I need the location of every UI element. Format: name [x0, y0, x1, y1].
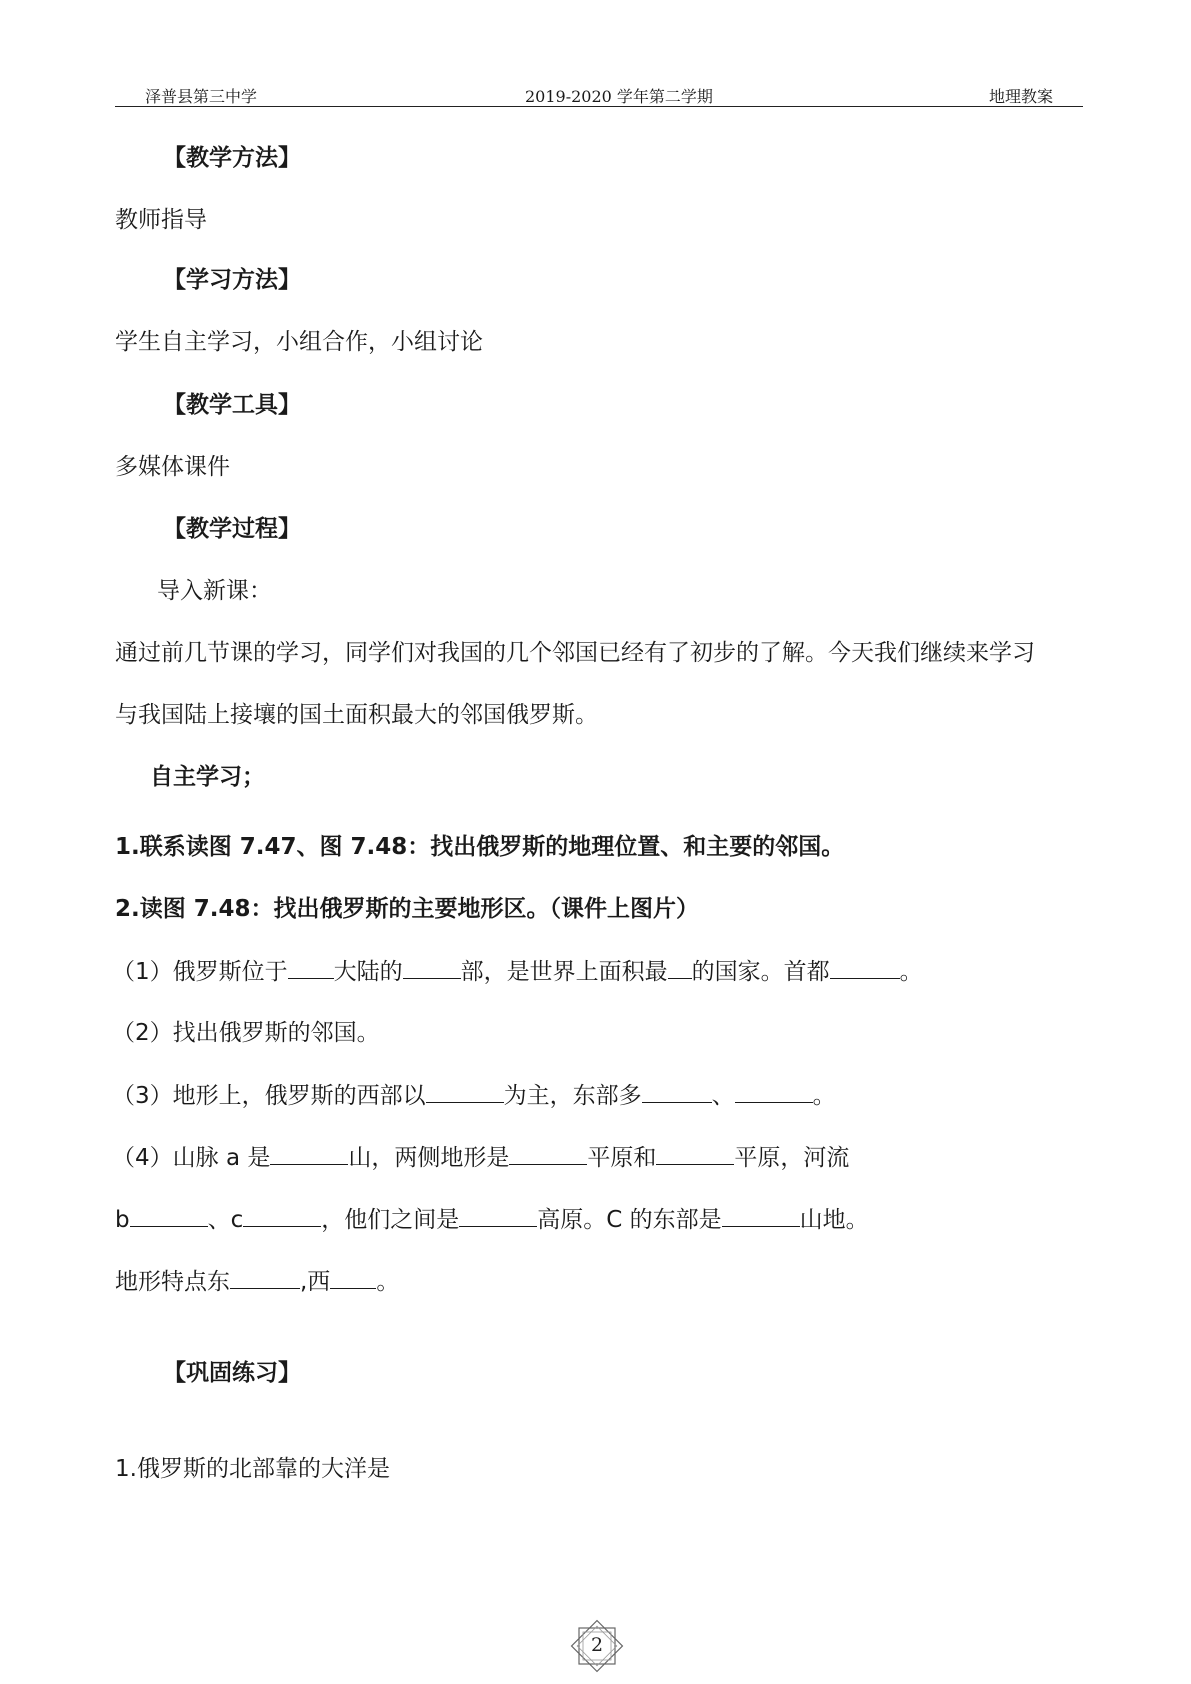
q1-text-4: 的国家。首都: [691, 959, 830, 985]
q4-text-4: 平原，河流: [734, 1145, 850, 1171]
q3-text-2: 为主，东部多: [503, 1083, 642, 1109]
question-4: [112, 1142, 849, 1173]
q4-text-2: 山，两侧地形是: [348, 1145, 510, 1171]
fill-blank: [426, 1080, 504, 1103]
terrain-features: [115, 1266, 399, 1297]
q4c-text-1: 地形特点东: [115, 1269, 230, 1295]
section-title-teaching-method: 【教学方法】: [163, 145, 301, 171]
fill-blank: [656, 1142, 734, 1165]
question-2: （2）找出俄罗斯的邻国。: [112, 1020, 380, 1046]
self-study-heading: 自主学习；: [150, 764, 265, 790]
question-1: [112, 956, 923, 987]
fill-blank: [642, 1080, 712, 1103]
fill-blank: [230, 1266, 300, 1289]
fill-blank: [130, 1204, 208, 1227]
fill-blank: [509, 1142, 587, 1165]
q3-text-4: 。: [812, 1083, 836, 1109]
q4c-text-2: ,西: [300, 1269, 331, 1295]
q1-text-5: 。: [899, 959, 923, 985]
intro-paragraph-line-1: 通过前几节课的学习，同学们对我国的几个邻国已经有了初步的了解。今天我们继续来学习: [115, 640, 1035, 666]
fill-blank: [330, 1266, 376, 1289]
fill-blank: [288, 956, 334, 979]
page-number: 2: [590, 1634, 604, 1656]
teaching-method-text: 教师指导: [115, 207, 207, 233]
fill-blank: [668, 956, 692, 979]
fill-blank: [243, 1204, 321, 1227]
fill-blank: [459, 1204, 537, 1227]
task-1: 1.联系读图 7.47、图 7.48：找出俄罗斯的地理位置、和主要的邻国。: [115, 834, 845, 860]
header-school: 泽普县第三中学: [145, 87, 258, 106]
q4c-text-3: 。: [376, 1269, 400, 1295]
q3-text-1: （3）地形上，俄罗斯的西部以: [112, 1083, 426, 1109]
section-title-learning-method: 【学习方法】: [163, 267, 301, 293]
learning-method-text: 学生自主学习，小组合作，小组讨论: [115, 329, 483, 355]
section-title-teaching-process: 【教学过程】: [163, 516, 301, 542]
q1-text-1: （1）俄罗斯位于: [112, 959, 288, 985]
q4b-text-5: 山地。: [799, 1207, 869, 1233]
teaching-tools-text: 多媒体课件: [115, 454, 230, 480]
header-term: 2019-2020 学年第二学期: [525, 87, 713, 106]
q4-text-1: （4）山脉 a 是: [112, 1145, 271, 1171]
q4-text-3: 平原和: [587, 1145, 657, 1171]
question-4-continued: [115, 1204, 869, 1235]
section-title-teaching-tools: 【教学工具】: [163, 392, 301, 418]
fill-blank: [270, 1142, 348, 1165]
q4b-text-1: b: [115, 1207, 130, 1233]
q3-text-3: 、: [711, 1083, 735, 1109]
q4b-text-3: ，他们之间是: [321, 1207, 460, 1233]
intro-paragraph-line-2: 与我国陆上接壤的国土面积最大的邻国俄罗斯。: [115, 702, 598, 728]
exercise-1: 1.俄罗斯的北部靠的大洋是: [115, 1456, 390, 1482]
intro-label: 导入新课：: [157, 578, 272, 604]
page-number-badge: [567, 1616, 627, 1676]
fill-blank: [830, 956, 900, 979]
header-doc-type: 地理教案: [988, 87, 1053, 106]
q1-text-3: 部，是世界上面积最: [460, 959, 668, 985]
question-3: [112, 1080, 836, 1111]
page-header: [115, 82, 1083, 107]
fill-blank: [403, 956, 461, 979]
q1-text-2: 大陆的: [333, 959, 403, 985]
fill-blank: [722, 1204, 800, 1227]
task-2: 2.读图 7.48：找出俄罗斯的主要地形区。（课件上图片）: [115, 896, 699, 922]
q4b-text-2: 、c: [207, 1207, 244, 1233]
q4b-text-4: 高原。C 的东部是: [537, 1207, 722, 1233]
fill-blank: [735, 1080, 813, 1103]
section-title-exercises: 【巩固练习】: [163, 1360, 301, 1386]
